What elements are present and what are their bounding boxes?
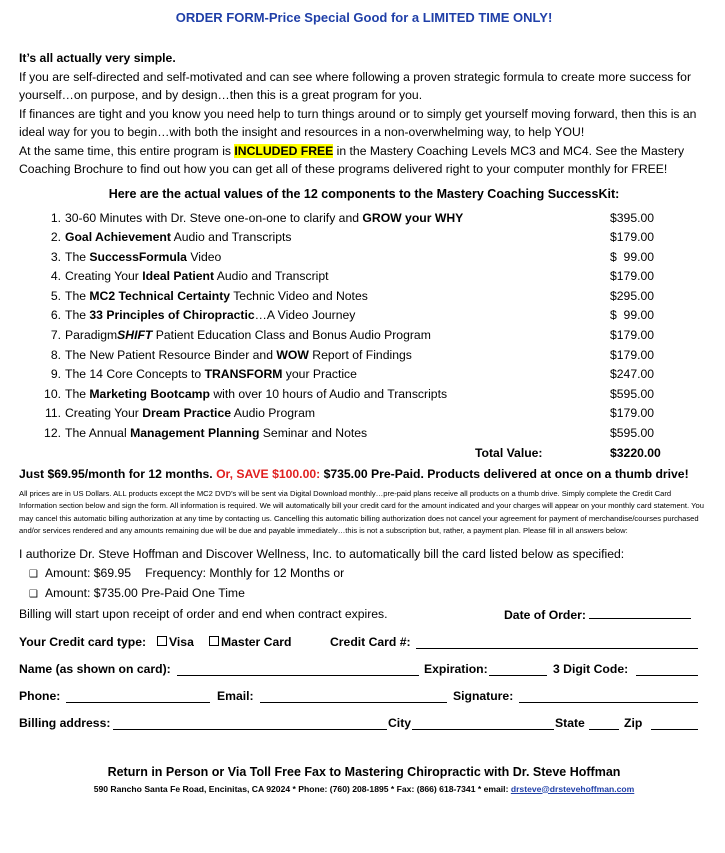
component-text-part: The: [65, 288, 90, 303]
expiration-field[interactable]: [489, 662, 547, 676]
mastercard-option[interactable]: [209, 635, 291, 649]
authorization-statement: I authorize Dr. Steve Hoffman and Discover Wellness, Inc. to automatically bill the card listed below as specified:: [19, 547, 625, 561]
component-item: [19, 248, 709, 268]
component-text-part: Audio Program: [231, 406, 316, 421]
component-item: [19, 346, 709, 366]
card-type-label: Your Credit card type:: [19, 634, 147, 649]
component-description: [65, 326, 431, 346]
component-text-part: The 14 Core Concepts to: [65, 367, 205, 382]
mastercard-checkbox[interactable]: [209, 636, 219, 646]
address-row: [19, 716, 709, 743]
phone-field[interactable]: [66, 689, 210, 703]
checkbox-prepaid[interactable]: ❑: [29, 589, 38, 600]
component-text-part: 33 Principles of Chiropractic: [89, 308, 255, 323]
phone-label: Phone:: [19, 688, 61, 703]
offer-prepaid: $735.00 Pre-Paid. Products delivered at once on a thumb drive!: [320, 466, 689, 481]
component-item: [19, 287, 709, 307]
component-description: [65, 267, 329, 287]
component-number: 12.: [44, 426, 61, 441]
component-description: [65, 287, 368, 307]
component-text-part: your Practice: [282, 367, 357, 382]
component-number: 9.: [50, 367, 61, 382]
component-text-part: The: [65, 249, 90, 264]
component-description: [65, 365, 357, 385]
component-text-part: …A Video Journey: [254, 308, 356, 323]
date-of-order: [504, 605, 691, 625]
intro-section: [19, 49, 709, 179]
component-item: [19, 267, 709, 287]
component-text-part: 30-60 Minutes with Dr. Steve one-on-one to clarify and: [65, 210, 363, 225]
component-number: 6.: [50, 308, 61, 323]
name-field[interactable]: [177, 662, 419, 676]
total-label: Total Value:: [475, 445, 543, 460]
intro-lead: It’s all actually very simple.: [19, 51, 176, 65]
component-number: 2.: [50, 230, 61, 245]
component-number: 5.: [50, 288, 61, 303]
mastercard-label: Master Card: [221, 634, 292, 649]
payment-option-monthly: [19, 564, 709, 585]
billing-note-row: [19, 605, 709, 625]
component-text-part: WOW: [276, 347, 309, 362]
intro-paragraph-2: If finances are tight and you know you need help to turn things around or to simply get yourself moving forward, then this is an ideal way for you to begin…with both the insight and resources in a non-overwhelming way, to help YOU!: [19, 106, 697, 139]
component-price: $595.00: [610, 386, 655, 401]
component-text-part: Audio and Transcript: [214, 269, 329, 284]
component-text-part: MC2 Technical Certainty: [89, 288, 231, 303]
component-text-part: GROW your WHY: [362, 210, 464, 225]
component-price: $ 99.00: [610, 249, 655, 264]
component-text-part: Seminar and Notes: [259, 426, 368, 441]
component-text-part: Dream Practice: [142, 406, 232, 421]
component-price: $179.00: [610, 328, 655, 343]
card-number-label: Credit Card #:: [330, 634, 411, 649]
component-description: [65, 306, 355, 326]
contact-row: [19, 689, 709, 716]
component-text-part: Marketing Bootcamp: [89, 386, 210, 401]
component-text-part: The New Patient Resource Binder and: [65, 347, 277, 362]
component-text-part: Ideal Patient: [142, 269, 215, 284]
component-text-part: The: [65, 386, 90, 401]
component-item: [19, 228, 709, 248]
component-number: 11.: [44, 406, 61, 421]
component-text-part: The: [65, 308, 90, 323]
component-description: [65, 424, 367, 444]
zip-field[interactable]: [651, 716, 698, 730]
cvv-label: 3 Digit Code:: [553, 661, 629, 676]
city-field[interactable]: [412, 716, 554, 730]
component-text-part: Technic Video and Notes: [230, 288, 368, 303]
intro-p3-after: in the Mastery Coaching Levels MC3 and MC4. See the Mastery Coaching Brochure to find out how you can get all of these programs delivered right to your computer monthly for FREE!: [19, 143, 685, 176]
fine-print: All prices are in US Dollars. ALL products except the MC2 DVD’s will be sent via Digital Download monthly…pre-paid plans receive all products on a thumb drive. Simply complete the Credit Card Information section below and sign the form. All information is required. We will automatically bill your credit card for the amount indicated and your charges will appear on your monthly card statement. You may cancel this automatic billing authorization at any time by contacting us. Cancelling this automatic billing authorization does not cancel your agreement for payment of merchandise/courses purchased and/or services rendered and any amounts remaining due will be due and payable immediately…this is not a subscription but, rather, a payment plan. Please fill in all answers below:: [19, 488, 704, 536]
component-text-part: Creating Your: [65, 406, 143, 421]
component-item: [19, 209, 709, 229]
component-text-part: TRANSFORM: [204, 367, 283, 382]
date-of-order-field[interactable]: [589, 605, 691, 619]
component-price: $247.00: [610, 367, 655, 382]
authorization-section: [19, 545, 709, 625]
intro-paragraph-1: If you are self-directed and self-motivated and can see where following a proven strategic formula to create more success for yourself…on purpose, and by design…then this is a great program for you.: [19, 69, 691, 102]
pricing-offer: [19, 464, 709, 484]
component-description: [65, 404, 315, 424]
option-monthly-amount: Amount: $69.95: [45, 565, 132, 580]
components-list: [19, 209, 709, 444]
offer-save: Or, SAVE $100.00:: [216, 466, 321, 481]
contact-info: [19, 784, 709, 794]
credit-card-form: [19, 635, 709, 743]
city-label: City: [388, 715, 412, 730]
component-text-part: Creating Your: [65, 269, 143, 284]
option-monthly-frequency: Frequency: Monthly for 12 Months or: [145, 565, 345, 580]
component-text-part: Report of Findings: [308, 347, 412, 362]
zip-label: Zip: [624, 715, 643, 730]
component-price: $179.00: [610, 347, 655, 362]
visa-label: Visa: [169, 634, 194, 649]
name-row: [19, 662, 709, 689]
component-item: [19, 385, 709, 405]
included-free-highlight: INCLUDED FREE: [234, 143, 334, 158]
component-price: $179.00: [610, 406, 655, 421]
expiration-label: Expiration:: [424, 661, 488, 676]
component-number: 3.: [50, 249, 61, 264]
component-text-part: Video: [186, 249, 222, 264]
return-instructions: Return in Person or Via Toll Free Fax to Mastering Chiropractic with Dr. Steve Hoffman: [107, 764, 621, 779]
address-phone-fax: 590 Rancho Santa Fe Road, Encinitas, CA 92024 * Phone: (760) 208-1895 * Fax: (866) 618-7341 * email:: [93, 783, 511, 794]
component-item: [19, 306, 709, 326]
component-number: 10.: [44, 386, 61, 401]
component-description: [65, 346, 412, 366]
state-label: State: [555, 715, 585, 730]
component-item: [19, 424, 709, 444]
component-price: $595.00: [610, 426, 655, 441]
intro-p3-before: At the same time, this entire program is: [19, 143, 235, 158]
component-description: [65, 248, 221, 268]
component-price: $295.00: [610, 288, 655, 303]
component-text-part: The Annual: [65, 426, 131, 441]
component-text-part: Audio and Transcripts: [170, 230, 292, 245]
component-text-part: Patient Education Class and Bonus Audio Program: [152, 328, 431, 343]
option-prepaid-amount: Amount: $735.00 Pre-Paid One Time: [45, 586, 245, 600]
component-text-part: SuccessFormula: [89, 249, 187, 264]
billing-note: Billing will start upon receipt of order and end when contract expires.: [19, 606, 388, 621]
total-value: $3220.00: [610, 445, 661, 460]
cvv-field[interactable]: [636, 662, 698, 676]
component-description: [65, 209, 463, 229]
checkbox-monthly[interactable]: ❑: [29, 568, 38, 580]
component-price: $395.00: [610, 210, 655, 225]
component-text-part: Paradigm: [65, 328, 118, 343]
intro-paragraph-3: [19, 142, 709, 179]
date-of-order-label: Date of Order:: [504, 607, 590, 622]
payment-option-prepaid: [19, 584, 709, 605]
page-title: ORDER FORM-Price Special Good for a LIMITED TIME ONLY!: [175, 10, 553, 25]
component-number: 4.: [50, 269, 61, 284]
components-heading: Here are the actual values of the 12 components to the Mastery Coaching SuccessKit:: [108, 186, 620, 201]
total-value-row: [19, 444, 709, 462]
component-number: 8.: [50, 347, 61, 362]
component-description: [65, 385, 447, 405]
email-link[interactable]: drsteve@drstevehoffman.com: [510, 783, 635, 794]
component-price: $179.00: [610, 230, 655, 245]
component-price: $179.00: [610, 269, 655, 284]
card-number-field[interactable]: [416, 635, 698, 649]
card-type-row: [19, 635, 709, 662]
name-label: Name (as shown on card):: [19, 661, 171, 676]
component-item: [19, 326, 709, 346]
signature-field[interactable]: [519, 689, 698, 703]
component-item: [19, 365, 709, 385]
state-field[interactable]: [589, 716, 619, 730]
signature-label: Signature:: [453, 688, 514, 703]
visa-option[interactable]: [157, 635, 194, 649]
component-text-part: Goal Achievement: [65, 230, 171, 245]
billing-address-field[interactable]: [113, 716, 387, 730]
billing-address-label: Billing address:: [19, 715, 111, 730]
component-price: $ 99.00: [610, 308, 655, 323]
component-text-part: SHIFT: [117, 328, 153, 343]
component-text-part: Management Planning: [130, 426, 260, 441]
component-description: [65, 228, 291, 248]
component-number: 7.: [50, 328, 61, 343]
email-label: Email:: [217, 688, 254, 703]
component-item: [19, 404, 709, 424]
offer-monthly: Just $69.95/month for 12 months.: [19, 466, 217, 481]
email-field[interactable]: [260, 689, 447, 703]
component-number: 1.: [50, 210, 61, 225]
component-text-part: with over 10 hours of Audio and Transcripts: [209, 386, 448, 401]
visa-checkbox[interactable]: [157, 636, 167, 646]
